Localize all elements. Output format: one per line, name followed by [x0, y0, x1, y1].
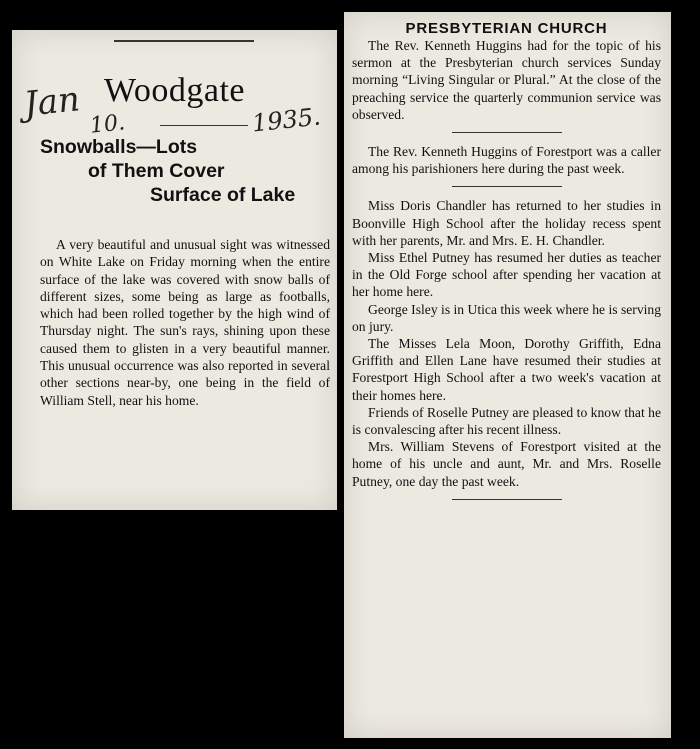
paragraph: Mrs. William Stevens of Forestport visited at the home of his uncle and aunt, Mr. and Mrs. Roselle Putney, one day the past week.: [352, 439, 661, 489]
handwritten-month: Jan: [22, 79, 82, 125]
paragraph: Miss Doris Chandler has returned to her studies in Boonville High School after the holiday recess spent with her parents, Mr. and Mrs. E. H. Chandler.: [352, 198, 661, 248]
church-news-clipping: [344, 12, 671, 738]
headline-line-2: of Them Cover: [88, 160, 225, 182]
separator-rule: [452, 132, 562, 133]
town-name: Woodgate: [104, 72, 245, 109]
woodgate-clipping: [12, 30, 337, 510]
handwritten-year: 1935.: [250, 102, 322, 138]
story-text: A very beautiful and unusual sight was witnessed on White Lake on Friday morning when the entire surface of the lake was covered with snow balls of different sizes, some being as large as footballs, which had been rolled together by the high wind of Thursday night. The sun's rays, shining upon these caused them to glisten in a very beautiful manner. This unusual occurrence was also reported in several other sections near-by, one being in the field of William Stell, near his home.: [40, 237, 330, 408]
separator-rule: [452, 186, 562, 187]
paragraph: The Misses Lela Moon, Dorothy Griffith, Edna Griffith and Ellen Lane have resumed their studies at Forestport High School after a two week's vacation at their homes here.: [352, 336, 661, 403]
section-heading: PRESBYTERIAN CHURCH: [405, 20, 608, 37]
top-rule: [114, 40, 254, 42]
headline-line-3: Surface of Lake: [150, 184, 296, 206]
headline-line-1: Snowballs—Lots: [40, 136, 198, 158]
paragraph: The Rev. Kenneth Huggins of Forestport was a caller among his parishioners here during the past week.: [352, 144, 661, 177]
paragraph: George Isley is in Utica this week where he is serving on jury.: [352, 301, 661, 334]
handwritten-day: 10.: [88, 110, 127, 139]
paragraph: The Rev. Kenneth Huggins had for the topic of his sermon at the Presbyterian church services Sunday morning “Living Singular or Plural.” At the close of the preaching service the quarterly communion service was observed.: [352, 38, 661, 122]
paragraph: Miss Ethel Putney has resumed her duties as teacher in the Old Forge school after spending her vacation at her home here.: [352, 250, 661, 300]
town-rule: [160, 125, 248, 126]
headline: [40, 135, 330, 207]
paragraph: Friends of Roselle Putney are pleased to know that he is convalescing after his recent illness.: [352, 404, 661, 438]
bottom-rule: [452, 499, 562, 500]
